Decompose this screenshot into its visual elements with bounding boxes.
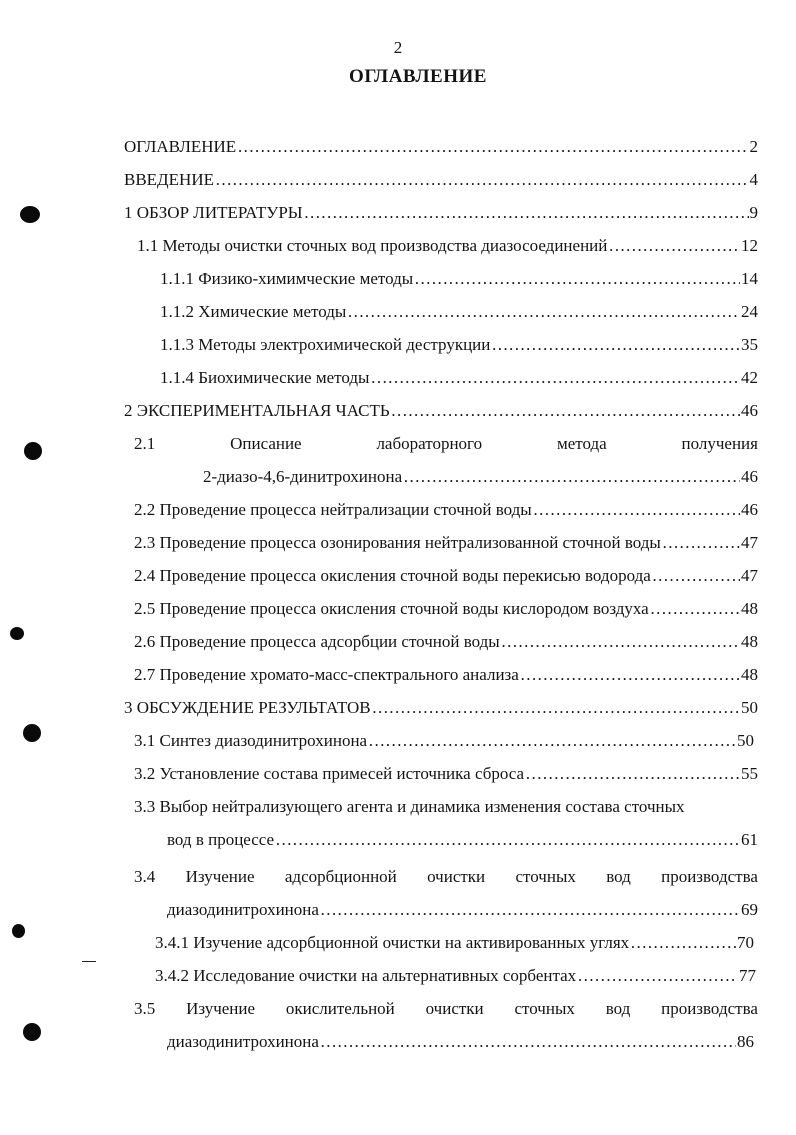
toc-leader [608, 233, 740, 259]
toc-entry-text: 2.7 Проведение хромато-масс-спектрального анализа [134, 665, 519, 684]
toc-entry-page: 12 [741, 236, 758, 255]
toc-entry [167, 827, 758, 853]
toc-entry-word: окислительной [285, 999, 395, 1018]
toc-leader [215, 167, 749, 193]
toc-entry-page: 77 [739, 966, 756, 985]
toc-entry [134, 563, 758, 589]
toc-entry-text: 3.4.1 Изучение адсорбционной очистки на активированных углях [155, 933, 630, 952]
toc-entry [134, 794, 758, 820]
toc-entry [167, 1029, 754, 1055]
toc-entry-text: диазодинитрохинона [167, 1032, 319, 1051]
toc-entry-text: 2.3 Проведение процесса озонирования нейтрализованной сточной воды [134, 533, 661, 552]
toc-entry-word: Описание [230, 434, 302, 453]
page-title: ОГЛАВЛЕНИЕ [349, 66, 487, 87]
toc-entry-page: 42 [741, 368, 758, 387]
toc-entry-text: 2.6 Проведение процесса адсорбции сточной воды [134, 632, 500, 651]
toc-entry-word: лабораторного [376, 434, 483, 453]
toc-entry [124, 200, 758, 226]
toc-entry-word: 2.1 [134, 434, 156, 453]
toc-entry-word: адсорбционной [284, 867, 397, 886]
toc-entry-text: 1.1.2 Химические методы [160, 302, 347, 321]
toc-leader [347, 299, 740, 325]
toc-entry [134, 996, 758, 1022]
toc-entry [124, 134, 758, 160]
toc-entry-page: 2 [749, 137, 758, 156]
punch-hole [23, 724, 41, 742]
toc-entry-page: 50 [741, 698, 758, 717]
punch-hole [24, 442, 42, 460]
toc-entry-text: 2-диазо-4,6-динитрохинона [203, 467, 403, 486]
toc-entry [134, 761, 758, 787]
toc-leader [320, 1029, 736, 1055]
toc-entry-page: 14 [741, 269, 758, 288]
toc-leader [368, 728, 736, 754]
toc-entry-text: 1.1 Методы очистки сточных вод производства диазосоединений [137, 236, 608, 255]
toc-entry-page: 50 [737, 731, 754, 750]
toc-entry-page: 4 [749, 170, 758, 189]
toc-entry-text: 3.1 Синтез диазодинитрохинона [134, 731, 368, 750]
toc-leader [525, 761, 740, 787]
toc-entry-text: вод в процессе [167, 830, 275, 849]
toc-entry-page: 69 [741, 900, 758, 919]
toc-leader [520, 662, 740, 688]
toc-entry [160, 299, 758, 325]
toc-leader [275, 827, 740, 853]
toc-entry-page: 9 [749, 203, 758, 222]
toc-entry [155, 930, 754, 956]
toc-leader [237, 134, 748, 160]
toc-entry-text: 1 ОБЗОР ЛИТЕРАТУРЫ [124, 203, 303, 222]
punch-hole [20, 206, 40, 223]
toc-leader [501, 629, 740, 655]
toc-entry-word: получения [681, 434, 758, 453]
toc-entry-page: 86 [737, 1032, 754, 1051]
toc-leader [372, 695, 740, 721]
toc-leader [320, 897, 740, 923]
toc-leader [304, 200, 749, 226]
toc-leader [650, 596, 740, 622]
toc-entry-text: 3.3 Выбор нейтрализующего агента и динамика изменения состава сточных [134, 797, 685, 816]
toc-entry-text: ВВЕДЕНИЕ [124, 170, 214, 189]
toc-leader [577, 963, 738, 989]
toc-entry [134, 431, 758, 457]
toc-entry-word: вод [605, 999, 631, 1018]
toc-entry-text: 3.4.2 Исследование очистки на альтернативных сорбентах [155, 966, 577, 985]
toc-entry-text: ОГЛАВЛЕНИЕ [124, 137, 237, 156]
toc-entry-word: метода [556, 434, 607, 453]
toc-entry-page: 48 [741, 599, 758, 618]
toc-entry-page: 70 [737, 933, 754, 952]
toc-entry [134, 530, 758, 556]
toc-entry-page: 46 [741, 401, 758, 420]
toc-entry [134, 497, 758, 523]
toc-leader [414, 266, 740, 292]
toc-entry-page: 46 [741, 500, 758, 519]
toc-leader [533, 497, 740, 523]
toc-entry [203, 464, 758, 490]
toc-entry-word: производства [661, 867, 758, 886]
toc-entry [134, 662, 758, 688]
toc-entry [124, 695, 758, 721]
toc-entry [134, 864, 758, 890]
toc-entry-word: сточных [514, 999, 575, 1018]
scan-mark [82, 961, 96, 962]
toc-entry-text: 2.2 Проведение процесса нейтрализации сточной воды [134, 500, 532, 519]
toc-entry [137, 233, 758, 259]
toc-entry-page: 35 [741, 335, 758, 354]
toc-entry [134, 596, 758, 622]
toc-entry-text: 1.1.4 Биохимические методы [160, 368, 370, 387]
toc-leader [403, 464, 740, 490]
toc-entry-page: 48 [741, 665, 758, 684]
punch-hole [12, 924, 25, 938]
toc-entry-text: 2.5 Проведение процесса окисления сточной воды кислородом воздуха [134, 599, 649, 618]
toc-entry [160, 332, 758, 358]
toc-leader [370, 365, 740, 391]
toc-entry-word: 3.4 [134, 867, 156, 886]
toc-entry-text: 1.1.3 Методы электрохимической деструкции [160, 335, 491, 354]
toc-entry-word: вод [606, 867, 631, 886]
toc-entry-word: Изучение [185, 867, 255, 886]
toc-leader [491, 332, 740, 358]
toc-entry-text: 1.1.1 Физико-химимческие методы [160, 269, 414, 288]
toc-entry [124, 167, 758, 193]
toc-entry-word: производства [661, 999, 758, 1018]
toc-entry-word: сточных [515, 867, 576, 886]
toc-entry-page: 46 [741, 467, 758, 486]
toc-entry-text: 3 ОБСУЖДЕНИЕ РЕЗУЛЬТАТОВ [124, 698, 371, 717]
toc-entry [155, 963, 756, 989]
toc-entry-page: 48 [741, 632, 758, 651]
toc-entry-page: 24 [741, 302, 758, 321]
toc-leader [391, 398, 740, 424]
toc-entry [134, 728, 754, 754]
toc-entry-word: очистки [427, 867, 486, 886]
toc-entry-text: диазодинитрохинона [167, 900, 319, 919]
toc-entry-text: 2.4 Проведение процесса окисления сточной воды перекисью водорода [134, 566, 651, 585]
toc-entry-page: 47 [741, 566, 758, 585]
toc-entry-word: Изучение [186, 999, 256, 1018]
toc-entry-page: 47 [741, 533, 758, 552]
toc-entry [134, 629, 758, 655]
toc-entry [167, 897, 758, 923]
toc-leader [652, 563, 740, 589]
punch-hole [10, 627, 24, 640]
toc-entry [160, 365, 758, 391]
toc-entry-page: 61 [741, 830, 758, 849]
toc-entry-word: очистки [425, 999, 484, 1018]
toc-leader [630, 930, 736, 956]
toc-entry-word: 3.5 [134, 999, 156, 1018]
punch-hole [23, 1023, 41, 1041]
toc-entry-text: 2 ЭКСПЕРИМЕНТАЛЬНАЯ ЧАСТЬ [124, 401, 390, 420]
toc-entry-text: 3.2 Установление состава примесей источника сброса [134, 764, 525, 783]
toc-entry [160, 266, 758, 292]
page-number: 2 [393, 38, 403, 57]
toc-entry-page: 55 [741, 764, 758, 783]
toc-leader [662, 530, 740, 556]
toc-entry [124, 398, 758, 424]
